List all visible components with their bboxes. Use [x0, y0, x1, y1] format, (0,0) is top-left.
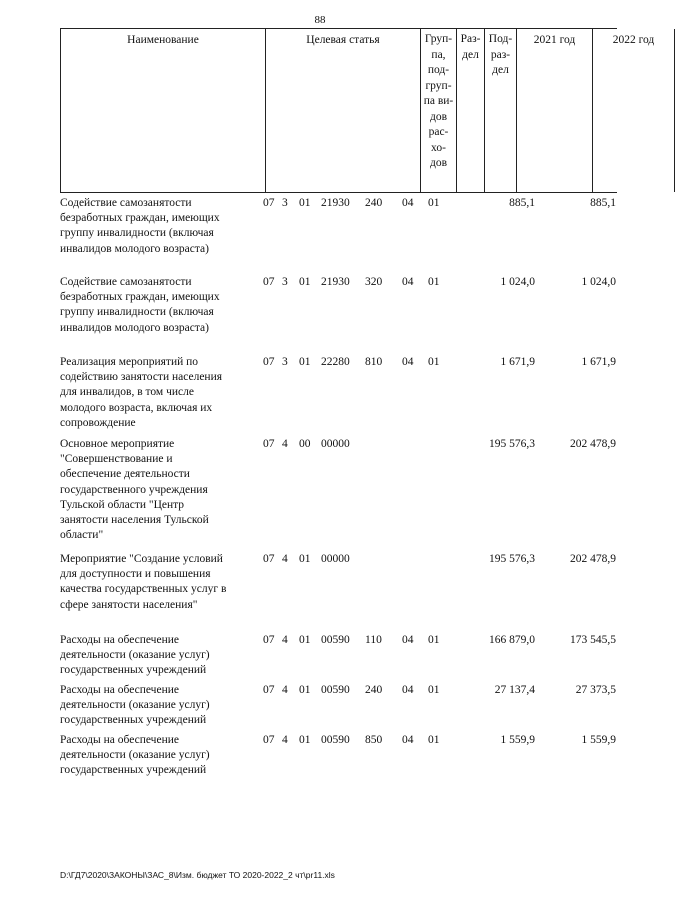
header-section-line: дел [462, 48, 479, 61]
header-group-line: под- [427, 64, 450, 76]
expense-group: 240 [365, 197, 383, 209]
amount-2022: 885,1 [590, 197, 616, 209]
expense-group: 850 [365, 734, 383, 746]
row-name [60, 275, 260, 336]
subprogram-code: 4 [282, 684, 288, 696]
amount-2022: 202 478,9 [570, 438, 616, 450]
row-name-line: инвалидов молодого возраста) [60, 242, 209, 255]
section-code: 04 [402, 734, 414, 746]
header-section [457, 29, 485, 192]
header-group-line: дов [429, 110, 448, 123]
header-name: Наименование [61, 29, 266, 192]
row-name-line: деятельности (оказание услуг) [60, 749, 210, 762]
measure-code: 01 [299, 734, 311, 746]
header-target-article: Целевая статья [266, 29, 421, 192]
row-name-line: деятельности (оказание услуг) [60, 699, 210, 712]
header-subsection-line: дел [492, 64, 509, 76]
subprogram-code: 4 [282, 734, 288, 746]
row-name-line: государственных учреждений [60, 764, 207, 777]
row-name-line: группу инвалидности (включая [60, 306, 214, 319]
row-name-line: группу инвалидности (включая [60, 227, 214, 240]
amount-2022: 1 671,9 [581, 356, 616, 368]
row-name-line: Содействие самозанятости [60, 276, 192, 288]
row-name-line: Содействие самозанятости [60, 197, 192, 209]
page-number: 88 [314, 14, 326, 26]
amount-2022: 202 478,9 [570, 553, 616, 565]
amount-2022: 1 024,0 [581, 276, 616, 288]
row-name-line: сопровождение [60, 416, 136, 429]
amount-2021: 1 559,9 [500, 734, 535, 746]
program-code: 07 [263, 438, 275, 450]
subprogram-code: 3 [282, 197, 288, 209]
subsection-code: 01 [428, 276, 440, 288]
row-name-line: Реализация мероприятий по [60, 356, 199, 368]
row-name [60, 633, 260, 679]
measure-code: 01 [299, 553, 311, 565]
subprogram-code: 4 [282, 634, 288, 646]
subsection-code: 01 [428, 684, 440, 696]
direction-code: 00590 [321, 634, 350, 646]
row-name [60, 552, 260, 613]
amount-2021: 195 576,3 [489, 438, 535, 450]
row-name-line: государственных учреждений [60, 714, 207, 727]
row-name [60, 196, 260, 257]
row-name-line: инвалидов молодого возраста) [60, 321, 209, 334]
program-code: 07 [263, 553, 275, 565]
header-subsection [485, 29, 517, 192]
measure-code: 01 [299, 197, 311, 209]
row-name-line: Основное мероприятие [60, 438, 175, 450]
header-year-2021: 2021 год [517, 29, 593, 192]
row-name-line: качества государственных услуг в [60, 583, 227, 596]
row-name-line: деятельности (оказание услуг) [60, 649, 210, 662]
header-group-line: Груп- [424, 33, 453, 45]
row-name-line: безработных граждан, имеющих [60, 291, 220, 304]
expense-group: 240 [365, 684, 383, 696]
program-code: 07 [263, 276, 275, 288]
header-group [421, 29, 457, 192]
amount-2021: 1 671,9 [500, 356, 535, 368]
row-name-line: государственных учреждений [60, 664, 207, 677]
file-path-footer: D:\ГД7\2020\ЗАКОНЫ\ЗАС_8\Изм. бюджет ТО 2020-2022_2 чт\pr11.xls [60, 870, 335, 880]
section-code: 04 [402, 197, 414, 209]
header-section-line: Раз- [460, 33, 481, 45]
program-code: 07 [263, 356, 275, 368]
measure-code: 01 [299, 684, 311, 696]
direction-code: 22280 [321, 356, 350, 368]
header-year-2022: 2022 год [593, 29, 675, 192]
section-code: 04 [402, 634, 414, 646]
header-group-line: груп- [425, 79, 452, 92]
amount-2021: 166 879,0 [489, 634, 535, 646]
table-header [60, 28, 655, 193]
measure-code: 01 [299, 276, 311, 288]
direction-code: 00000 [321, 438, 350, 450]
program-code: 07 [263, 684, 275, 696]
expense-group: 320 [365, 276, 383, 288]
row-name-line: для инвалидов, в том числе [60, 386, 194, 399]
amount-2022: 1 559,9 [581, 734, 616, 746]
program-code: 07 [263, 634, 275, 646]
row-name-line: занятости населения Тульской [60, 514, 209, 527]
amount-2021: 1 024,0 [500, 276, 535, 288]
subprogram-code: 4 [282, 438, 288, 450]
row-name [60, 733, 260, 779]
expense-group: 110 [365, 634, 382, 646]
header-group-line: дов [429, 157, 448, 169]
header-subsection-line: Под- [488, 33, 513, 45]
row-name-line: для доступности и повышения [60, 568, 211, 581]
row-name-line: Расходы на обеспечение [60, 634, 179, 646]
amount-2022: 173 545,5 [570, 634, 616, 646]
row-name-line: Расходы на обеспечение [60, 734, 179, 746]
header-group-line: па, [431, 48, 446, 61]
header-subsection-line: раз- [490, 48, 511, 61]
header-group-line: па ви- [423, 95, 454, 107]
row-name-line: Мероприятие "Создание условий [60, 553, 223, 565]
header-group-line: хо- [431, 141, 446, 154]
amount-2021: 27 137,4 [494, 684, 535, 696]
amount-2022: 27 373,5 [575, 684, 616, 696]
subprogram-code: 3 [282, 356, 288, 368]
direction-code: 00590 [321, 684, 350, 696]
direction-code: 00590 [321, 734, 350, 746]
measure-code: 01 [299, 356, 311, 368]
row-name [60, 355, 260, 431]
row-name [60, 683, 260, 729]
amount-2021: 885,1 [509, 197, 535, 209]
section-code: 04 [402, 356, 414, 368]
row-name-line: сфере занятости населения" [60, 598, 198, 611]
section-code: 04 [402, 276, 414, 288]
row-name [60, 437, 260, 543]
row-name-line: "Совершенствование и [60, 453, 173, 466]
subprogram-code: 4 [282, 553, 288, 565]
subsection-code: 01 [428, 734, 440, 746]
row-name-line: Расходы на обеспечение [60, 684, 179, 696]
row-name-line: обеспечение деятельности [60, 468, 190, 481]
program-code: 07 [263, 197, 275, 209]
direction-code: 00000 [321, 553, 350, 565]
measure-code: 00 [299, 438, 311, 450]
row-name-line: Тульской области "Центр [60, 498, 185, 511]
direction-code: 21930 [321, 197, 350, 209]
row-name-line: безработных граждан, имеющих [60, 212, 220, 225]
expense-group: 810 [365, 356, 383, 368]
subprogram-code: 3 [282, 276, 288, 288]
row-name-line: содействию занятости населения [60, 371, 223, 384]
subsection-code: 01 [428, 356, 440, 368]
program-code: 07 [263, 734, 275, 746]
row-name-line: молодого возраста, включая их [60, 401, 213, 414]
section-code: 04 [402, 684, 414, 696]
direction-code: 21930 [321, 276, 350, 288]
subsection-code: 01 [428, 197, 440, 209]
header-group-line: рас- [428, 126, 449, 138]
row-name-line: области" [60, 529, 104, 542]
row-name-line: государственного учреждения [60, 483, 208, 496]
subsection-code: 01 [428, 634, 440, 646]
measure-code: 01 [299, 634, 311, 646]
amount-2021: 195 576,3 [489, 553, 535, 565]
